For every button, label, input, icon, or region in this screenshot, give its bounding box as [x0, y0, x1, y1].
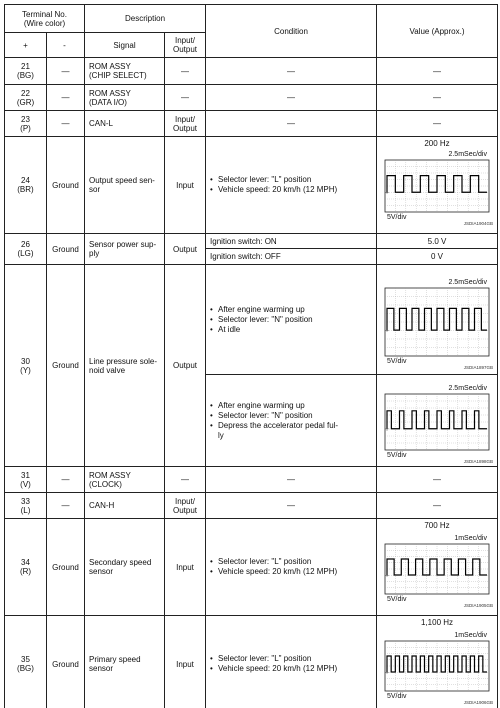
- terminal-cell: [5, 111, 47, 137]
- timebase-label: 2.5mSec/div: [448, 278, 488, 286]
- io-line: Output: [173, 505, 198, 515]
- timebase-label: 1mSec/div: [454, 632, 488, 639]
- io-cell: —: [165, 85, 206, 111]
- ground-icon: ⏚: [384, 669, 391, 676]
- signal-line: Line pressure sole-: [89, 356, 158, 366]
- value-cell: —: [377, 493, 498, 519]
- signal-line: Output speed sen-: [89, 176, 155, 185]
- signal-line: ROM ASSY: [89, 470, 131, 480]
- io-cell: —: [165, 467, 206, 493]
- waveform-35: [379, 623, 495, 705]
- value-cell: —: [377, 85, 498, 111]
- minus-cell: —: [47, 467, 85, 493]
- terminal-cell: [5, 58, 47, 85]
- terminal-spec-table: [4, 4, 498, 708]
- condition-item: • Vehicle speed: 20 km/h (12 MPH): [210, 567, 376, 577]
- table-row: [5, 519, 498, 616]
- signal-line: ROM ASSY: [89, 88, 131, 98]
- io-cell: Output: [165, 234, 206, 265]
- signal-line: (CHIP SELECT): [89, 71, 147, 80]
- table-row: [5, 137, 498, 234]
- io-line: Input/: [175, 496, 196, 506]
- terminal-cell: [5, 467, 47, 493]
- condition-cell: [206, 375, 377, 467]
- volt-label: 5V/div: [387, 451, 407, 459]
- minus-cell: —: [47, 85, 85, 111]
- condition-text: Depress the accelerator pedal ful-: [218, 420, 339, 430]
- terminal-number: 21: [21, 62, 30, 71]
- condition-cell: —: [206, 111, 377, 137]
- signal-cell: [85, 85, 165, 111]
- minus-header: -: [47, 33, 85, 58]
- condition-cell: Ignition switch: OFF: [206, 249, 377, 265]
- condition-item: • At idle: [210, 325, 376, 335]
- io-line: Input/: [175, 114, 196, 124]
- header-row-1: [5, 5, 498, 33]
- wire-color: (R): [19, 567, 32, 576]
- condition-item: • Selector lever: "L" position: [210, 175, 376, 185]
- terminal-no-label: Terminal No.: [22, 9, 67, 19]
- io-cell: [165, 493, 206, 519]
- minus-cell: —: [47, 493, 85, 519]
- wire-color: (BG): [17, 71, 34, 80]
- terminal-number: 34: [21, 558, 30, 567]
- plus-header: +: [5, 33, 47, 58]
- terminal-number: 31: [21, 470, 30, 480]
- signal-line: sensor: [89, 567, 114, 576]
- table-row: [5, 85, 498, 111]
- signal-line: ply: [89, 249, 100, 258]
- waveform-34: [379, 526, 495, 608]
- table-row: [5, 616, 498, 708]
- terminal-cell: [5, 85, 47, 111]
- signal-cell: [85, 137, 165, 234]
- terminal-number: 24: [21, 176, 30, 185]
- signal-line: sensor: [89, 664, 114, 673]
- table-row: [5, 467, 498, 493]
- value-cell: 0 V: [377, 249, 498, 265]
- io-cell: Input: [165, 519, 206, 616]
- volt-label: 5V/div: [387, 357, 407, 365]
- terminal-number: 23: [21, 114, 30, 124]
- table-row: [5, 234, 498, 249]
- condition-item: • Vehicle speed: 20 km/h (12 MPH): [210, 185, 376, 195]
- signal-line: noid valve: [89, 365, 126, 375]
- table-row: [5, 493, 498, 519]
- condition-cell: —: [206, 58, 377, 85]
- value-cell: —: [377, 467, 498, 493]
- condition-item: • Selector lever: "L" position: [210, 654, 376, 664]
- ground-icon: ⏚: [384, 572, 391, 579]
- figure-code: JSDIA1905GB: [463, 603, 494, 608]
- wire-color-label: (Wire color): [23, 18, 66, 28]
- minus-cell: Ground: [47, 616, 85, 708]
- io-header-bottom: Output: [173, 45, 198, 54]
- condition-item: • Vehicle speed: 20 km/h (12 MPH): [210, 664, 376, 674]
- signal-cell: [85, 265, 165, 467]
- minus-cell: Ground: [47, 519, 85, 616]
- signal-header: Signal: [85, 33, 165, 58]
- terminal-cell: [5, 234, 47, 265]
- value-cell: [377, 265, 498, 375]
- minus-cell: —: [47, 58, 85, 85]
- square-wave: [387, 308, 487, 330]
- io-header: [165, 33, 206, 58]
- value-cell: [377, 375, 498, 467]
- terminal-cell: [5, 265, 47, 467]
- table-row: [5, 111, 498, 137]
- figure-code: JSDIA1906GB: [463, 700, 494, 705]
- signal-cell: CAN-H: [85, 493, 165, 519]
- signal-cell: CAN-L: [85, 111, 165, 137]
- value-cell: —: [377, 58, 498, 85]
- condition-header: Condition: [206, 5, 377, 58]
- io-cell: [165, 111, 206, 137]
- timebase-label: 2.5mSec/div: [448, 151, 488, 158]
- volt-label: 5V/div: [387, 693, 407, 700]
- io-cell: Input: [165, 616, 206, 708]
- terminal-number: 33: [21, 496, 30, 506]
- minus-cell: —: [47, 111, 85, 137]
- io-cell: Output: [165, 265, 206, 467]
- signal-line: Primary speed: [89, 655, 141, 664]
- terminal-number: 26: [21, 240, 30, 249]
- terminal-number: 22: [21, 88, 30, 98]
- value-cell: 5.0 V: [377, 234, 498, 249]
- waveform-30-idle: [379, 270, 495, 370]
- frequency-label: 200 Hz: [424, 139, 450, 148]
- square-wave: [387, 410, 487, 428]
- value-cell: [377, 137, 498, 234]
- signal-cell: [85, 58, 165, 85]
- signal-line: Secondary speed: [89, 558, 152, 567]
- terminal-cell: [5, 493, 47, 519]
- wire-color: (LG): [17, 249, 34, 258]
- io-cell: Input: [165, 137, 206, 234]
- wire-color: (Y): [20, 365, 31, 375]
- wire-color: (BG): [17, 664, 34, 673]
- condition-item: • After engine warming up: [210, 305, 376, 315]
- wire-color: (P): [20, 123, 31, 133]
- signal-cell: [85, 519, 165, 616]
- signal-cell: [85, 616, 165, 708]
- terminal-no-header: [5, 5, 85, 33]
- table-row: [5, 58, 498, 85]
- minus-cell: Ground: [47, 137, 85, 234]
- condition-cell: [206, 137, 377, 234]
- square-wave: [387, 559, 487, 575]
- figure-code: JSDIA1904GB: [463, 221, 494, 226]
- minus-cell: Ground: [47, 265, 85, 467]
- signal-line: sor: [89, 185, 101, 194]
- ground-icon: ⏚: [384, 189, 391, 197]
- signal-line: Sensor power sup-: [89, 240, 157, 249]
- square-wave: [387, 176, 487, 193]
- condition-cell: [206, 519, 377, 616]
- frequency-label: 700 Hz: [424, 521, 450, 530]
- ground-icon: ⏚: [384, 326, 391, 334]
- io-line: Output: [173, 123, 198, 133]
- table-row: [5, 265, 498, 375]
- value-cell: [377, 616, 498, 708]
- condition-cell: —: [206, 85, 377, 111]
- wire-color: (BR): [17, 185, 34, 194]
- waveform-24: [379, 144, 495, 226]
- io-cell: —: [165, 58, 206, 85]
- signal-line: ROM ASSY: [89, 62, 131, 71]
- description-header: Description: [85, 5, 206, 33]
- condition-item: • Selector lever: "L" position: [210, 557, 376, 567]
- value-cell: —: [377, 111, 498, 137]
- terminal-number: 30: [21, 356, 30, 366]
- io-header-top: Input/: [175, 36, 196, 45]
- square-wave: [387, 656, 487, 672]
- signal-cell: [85, 467, 165, 493]
- condition-item: • After engine warming up: [210, 401, 376, 411]
- wire-color: (GR): [16, 97, 35, 107]
- condition-item: [210, 421, 376, 441]
- condition-cell: —: [206, 493, 377, 519]
- waveform-30-accel: [379, 378, 495, 464]
- terminal-number: 35: [21, 655, 30, 664]
- frequency-label: 1,100 Hz: [421, 618, 454, 627]
- minus-cell: Ground: [47, 234, 85, 265]
- signal-line: (DATA I/O): [89, 97, 127, 107]
- timebase-label: 1mSec/div: [454, 535, 488, 542]
- terminal-cell: [5, 519, 47, 616]
- timebase-label: 2.5mSec/div: [448, 384, 488, 392]
- condition-cell: —: [206, 467, 377, 493]
- condition-cell: [206, 616, 377, 708]
- ground-icon: ⏚: [384, 425, 391, 433]
- signal-line: (CLOCK): [89, 479, 122, 489]
- condition-text: ly: [218, 430, 224, 440]
- terminal-cell: [5, 616, 47, 708]
- wire-color: (V): [20, 479, 31, 489]
- terminal-cell: [5, 137, 47, 234]
- signal-cell: [85, 234, 165, 265]
- condition-cell: [206, 265, 377, 375]
- figure-code: JSDIA1898GB: [463, 458, 494, 464]
- value-header: Value (Approx.): [377, 5, 498, 58]
- volt-label: 5V/div: [387, 214, 407, 221]
- figure-code: JSDIA1897GB: [463, 364, 494, 370]
- condition-item: • Selector lever: "N" position: [210, 411, 376, 421]
- condition-cell: Ignition switch: ON: [206, 234, 377, 249]
- volt-label: 5V/div: [387, 596, 407, 603]
- condition-item: • Selector lever: "N" position: [210, 315, 376, 325]
- wire-color: (L): [20, 505, 31, 515]
- value-cell: [377, 519, 498, 616]
